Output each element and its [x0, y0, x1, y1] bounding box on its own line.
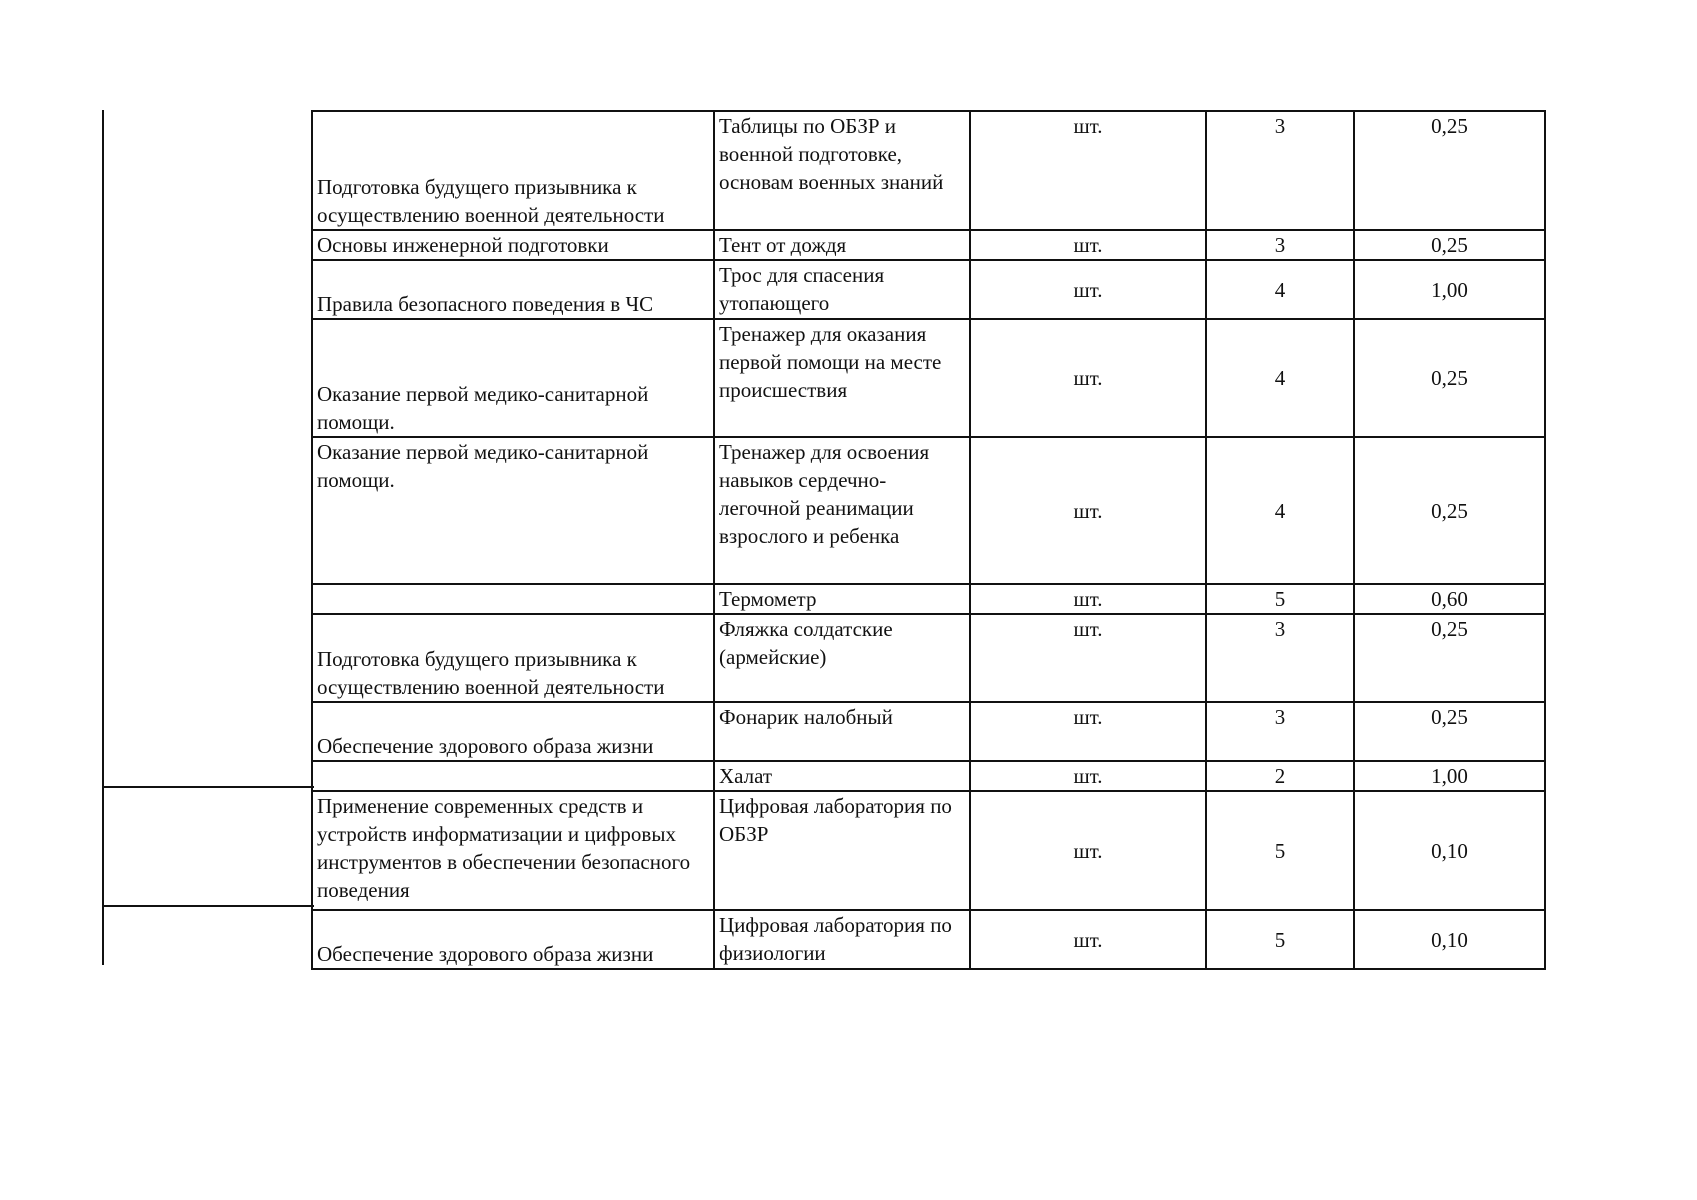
- table-row: [312, 584, 1545, 614]
- table-row: [312, 761, 1545, 791]
- quantity-cell: 3: [1206, 230, 1354, 260]
- item-cell: Тренажер для освоения навыков сердечно-легочной реанимации взрослого и ребенка: [714, 437, 970, 584]
- topic-cell: [312, 584, 714, 614]
- item-cell: Тент от дождя: [714, 230, 970, 260]
- coefficient-cell: 0,10: [1354, 791, 1545, 910]
- left-column-divider: [104, 905, 314, 907]
- unit-cell: шт.: [970, 230, 1206, 260]
- coefficient-cell: 0,10: [1354, 910, 1545, 969]
- quantity-cell: 4: [1206, 437, 1354, 584]
- coefficient-cell: 0,60: [1354, 584, 1545, 614]
- item-cell: Тренажер для оказания первой помощи на месте происшествия: [714, 319, 970, 437]
- left-column-border: [102, 110, 314, 965]
- unit-cell: шт.: [970, 437, 1206, 584]
- unit-cell: шт.: [970, 614, 1206, 702]
- coefficient-cell: 1,00: [1354, 260, 1545, 319]
- quantity-cell: 4: [1206, 319, 1354, 437]
- table-row: [312, 319, 1545, 437]
- quantity-cell: 3: [1206, 614, 1354, 702]
- unit-cell: шт.: [970, 584, 1206, 614]
- topic-cell: Правила безопасного поведения в ЧС: [312, 260, 714, 319]
- table-row: [312, 791, 1545, 910]
- topic-cell: Оказание первой медико-санитарной помощи.: [312, 437, 714, 584]
- unit-cell: шт.: [970, 910, 1206, 969]
- topic-cell: Подготовка будущего призывника к осуществлению военной деятельности: [312, 111, 714, 230]
- unit-cell: шт.: [970, 319, 1206, 437]
- unit-cell: шт.: [970, 761, 1206, 791]
- quantity-cell: 4: [1206, 260, 1354, 319]
- coefficient-cell: 0,25: [1354, 437, 1545, 584]
- item-cell: Цифровая лаборатория по физиологии: [714, 910, 970, 969]
- unit-cell: шт.: [970, 111, 1206, 230]
- quantity-cell: 2: [1206, 761, 1354, 791]
- table-row: [312, 910, 1545, 969]
- topic-cell: Подготовка будущего призывника к осуществлению военной деятельности: [312, 614, 714, 702]
- equipment-table: [311, 110, 1546, 970]
- item-cell: Халат: [714, 761, 970, 791]
- coefficient-cell: 0,25: [1354, 230, 1545, 260]
- topic-cell: Обеспечение здорового образа жизни: [312, 702, 714, 761]
- table-row: [312, 230, 1545, 260]
- quantity-cell: 3: [1206, 111, 1354, 230]
- quantity-cell: 3: [1206, 702, 1354, 761]
- table-row: [312, 614, 1545, 702]
- item-cell: Фонарик налобный: [714, 702, 970, 761]
- coefficient-cell: 0,25: [1354, 319, 1545, 437]
- item-cell: Цифровая лаборатория по ОБЗР: [714, 791, 970, 910]
- coefficient-cell: 0,25: [1354, 111, 1545, 230]
- topic-cell: [312, 761, 714, 791]
- table-row: [312, 702, 1545, 761]
- table-row: [312, 260, 1545, 319]
- quantity-cell: 5: [1206, 584, 1354, 614]
- coefficient-cell: 0,25: [1354, 702, 1545, 761]
- topic-cell: Применение современных средств и устройств информатизации и цифровых инструментов в обеспечении безопасного поведения: [312, 791, 714, 910]
- item-cell: Трос для спасения утопающего: [714, 260, 970, 319]
- coefficient-cell: 1,00: [1354, 761, 1545, 791]
- unit-cell: шт.: [970, 791, 1206, 910]
- unit-cell: шт.: [970, 702, 1206, 761]
- item-cell: Фляжка солдатские (армейские): [714, 614, 970, 702]
- coefficient-cell: 0,25: [1354, 614, 1545, 702]
- topic-cell: Обеспечение здорового образа жизни: [312, 910, 714, 969]
- quantity-cell: 5: [1206, 791, 1354, 910]
- unit-cell: шт.: [970, 260, 1206, 319]
- topic-cell: Оказание первой медико-санитарной помощи.: [312, 319, 714, 437]
- table-row: [312, 111, 1545, 230]
- item-cell: Таблицы по ОБЗР и военной подготовке, основам военных знаний: [714, 111, 970, 230]
- table-row: [312, 437, 1545, 584]
- quantity-cell: 5: [1206, 910, 1354, 969]
- left-column-divider: [104, 786, 314, 788]
- topic-cell: Основы инженерной подготовки: [312, 230, 714, 260]
- item-cell: Термометр: [714, 584, 970, 614]
